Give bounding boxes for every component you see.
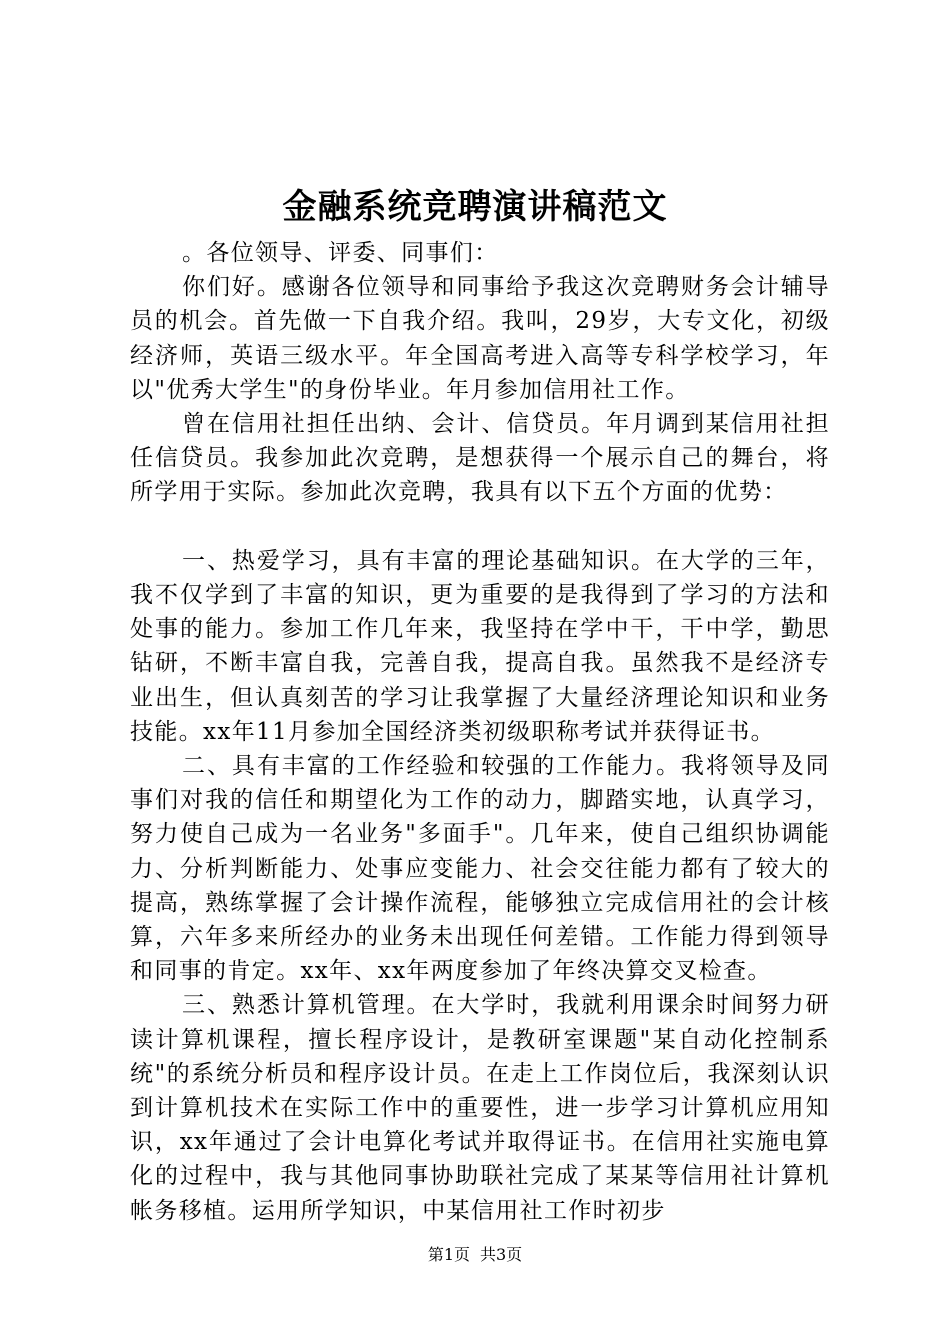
advantage-three-paragraph: 三、熟悉计算机管理。在大学时，我就利用课余时间努力研读计算机课程，擅长程序设计，是教研室课题"某自动化控制系统"的系统分析员和程序设计员。在走上工作岗位后，我深刻认识到计算机技术在实际工作中的重要性，进一步学习计算机应用知识，xx年通过了会计电算化考试并取得证书。在信用社实施电算化的过程中，我与其他同事协助联社完成了某某等信用社计算机帐务移植。运用所学知识，中某信用社工作时初步 — [130, 992, 830, 1224]
advantage-two-paragraph: 二、具有丰富的工作经验和较强的工作能力。我将领导及同事们对我的信任和期望化为工作的动力，脚踏实地，认真学习，努力使自己成为一名业务"多面手"。几年来，使自己组织协调能力、分析判断能力、处事应变能力、社会交往能力都有了较大的提高，熟练掌握了会计操作流程，能够独立完成信用社的会计核算，六年多来所经办的业务未出现任何差错。工作能力得到领导和同事的肯定。xx年、xx年两度参加了年终决算交叉检查。 — [130, 753, 830, 985]
intro-paragraph: 你们好。感谢各位领导和同事给予我这次竞聘财务会计辅导员的机会。首先做一下自我介绍。我叫，29岁，大专文化，初级经济师，英语三级水平。年全国高考进入高等专科学校学习，年以"优秀大学生"的身份毕业。年月参加信用社工作。 — [130, 274, 830, 403]
page-footer — [0, 1243, 950, 1267]
document-title: 金融系统竞聘演讲稿范文 — [282, 187, 668, 227]
advantage-one-paragraph: 一、热爱学习，具有丰富的理论基础知识。在大学的三年，我不仅学到了丰富的知识，更为重要的是我得到了学习的方法和处事的能力。参加工作几年来，我坚持在学中干，干中学，勤思钻研，不断丰富自我，完善自我，提高自我。虽然我不是经济专业出生，但认真刻苦的学习让我掌握了大量经济理论知识和业务技能。xx年11月参加全国经济类初级职称考试并获得证书。 — [130, 547, 830, 745]
document-body — [130, 236, 830, 1228]
greeting-paragraph: 。各位领导、评委、同事们： — [182, 240, 499, 266]
experience-paragraph: 曾在信用社担任出纳、会计、信贷员。年月调到某信用社担任信贷员。我参加此次竞聘，是想获得一个展示自己的舞台，将所学用于实际。参加此次竞聘，我具有以下五个方面的优势： — [130, 411, 830, 506]
page-total: 共3页 — [480, 1245, 523, 1264]
paragraph-spacer — [130, 510, 830, 544]
page-number: 第1页 — [427, 1245, 470, 1264]
